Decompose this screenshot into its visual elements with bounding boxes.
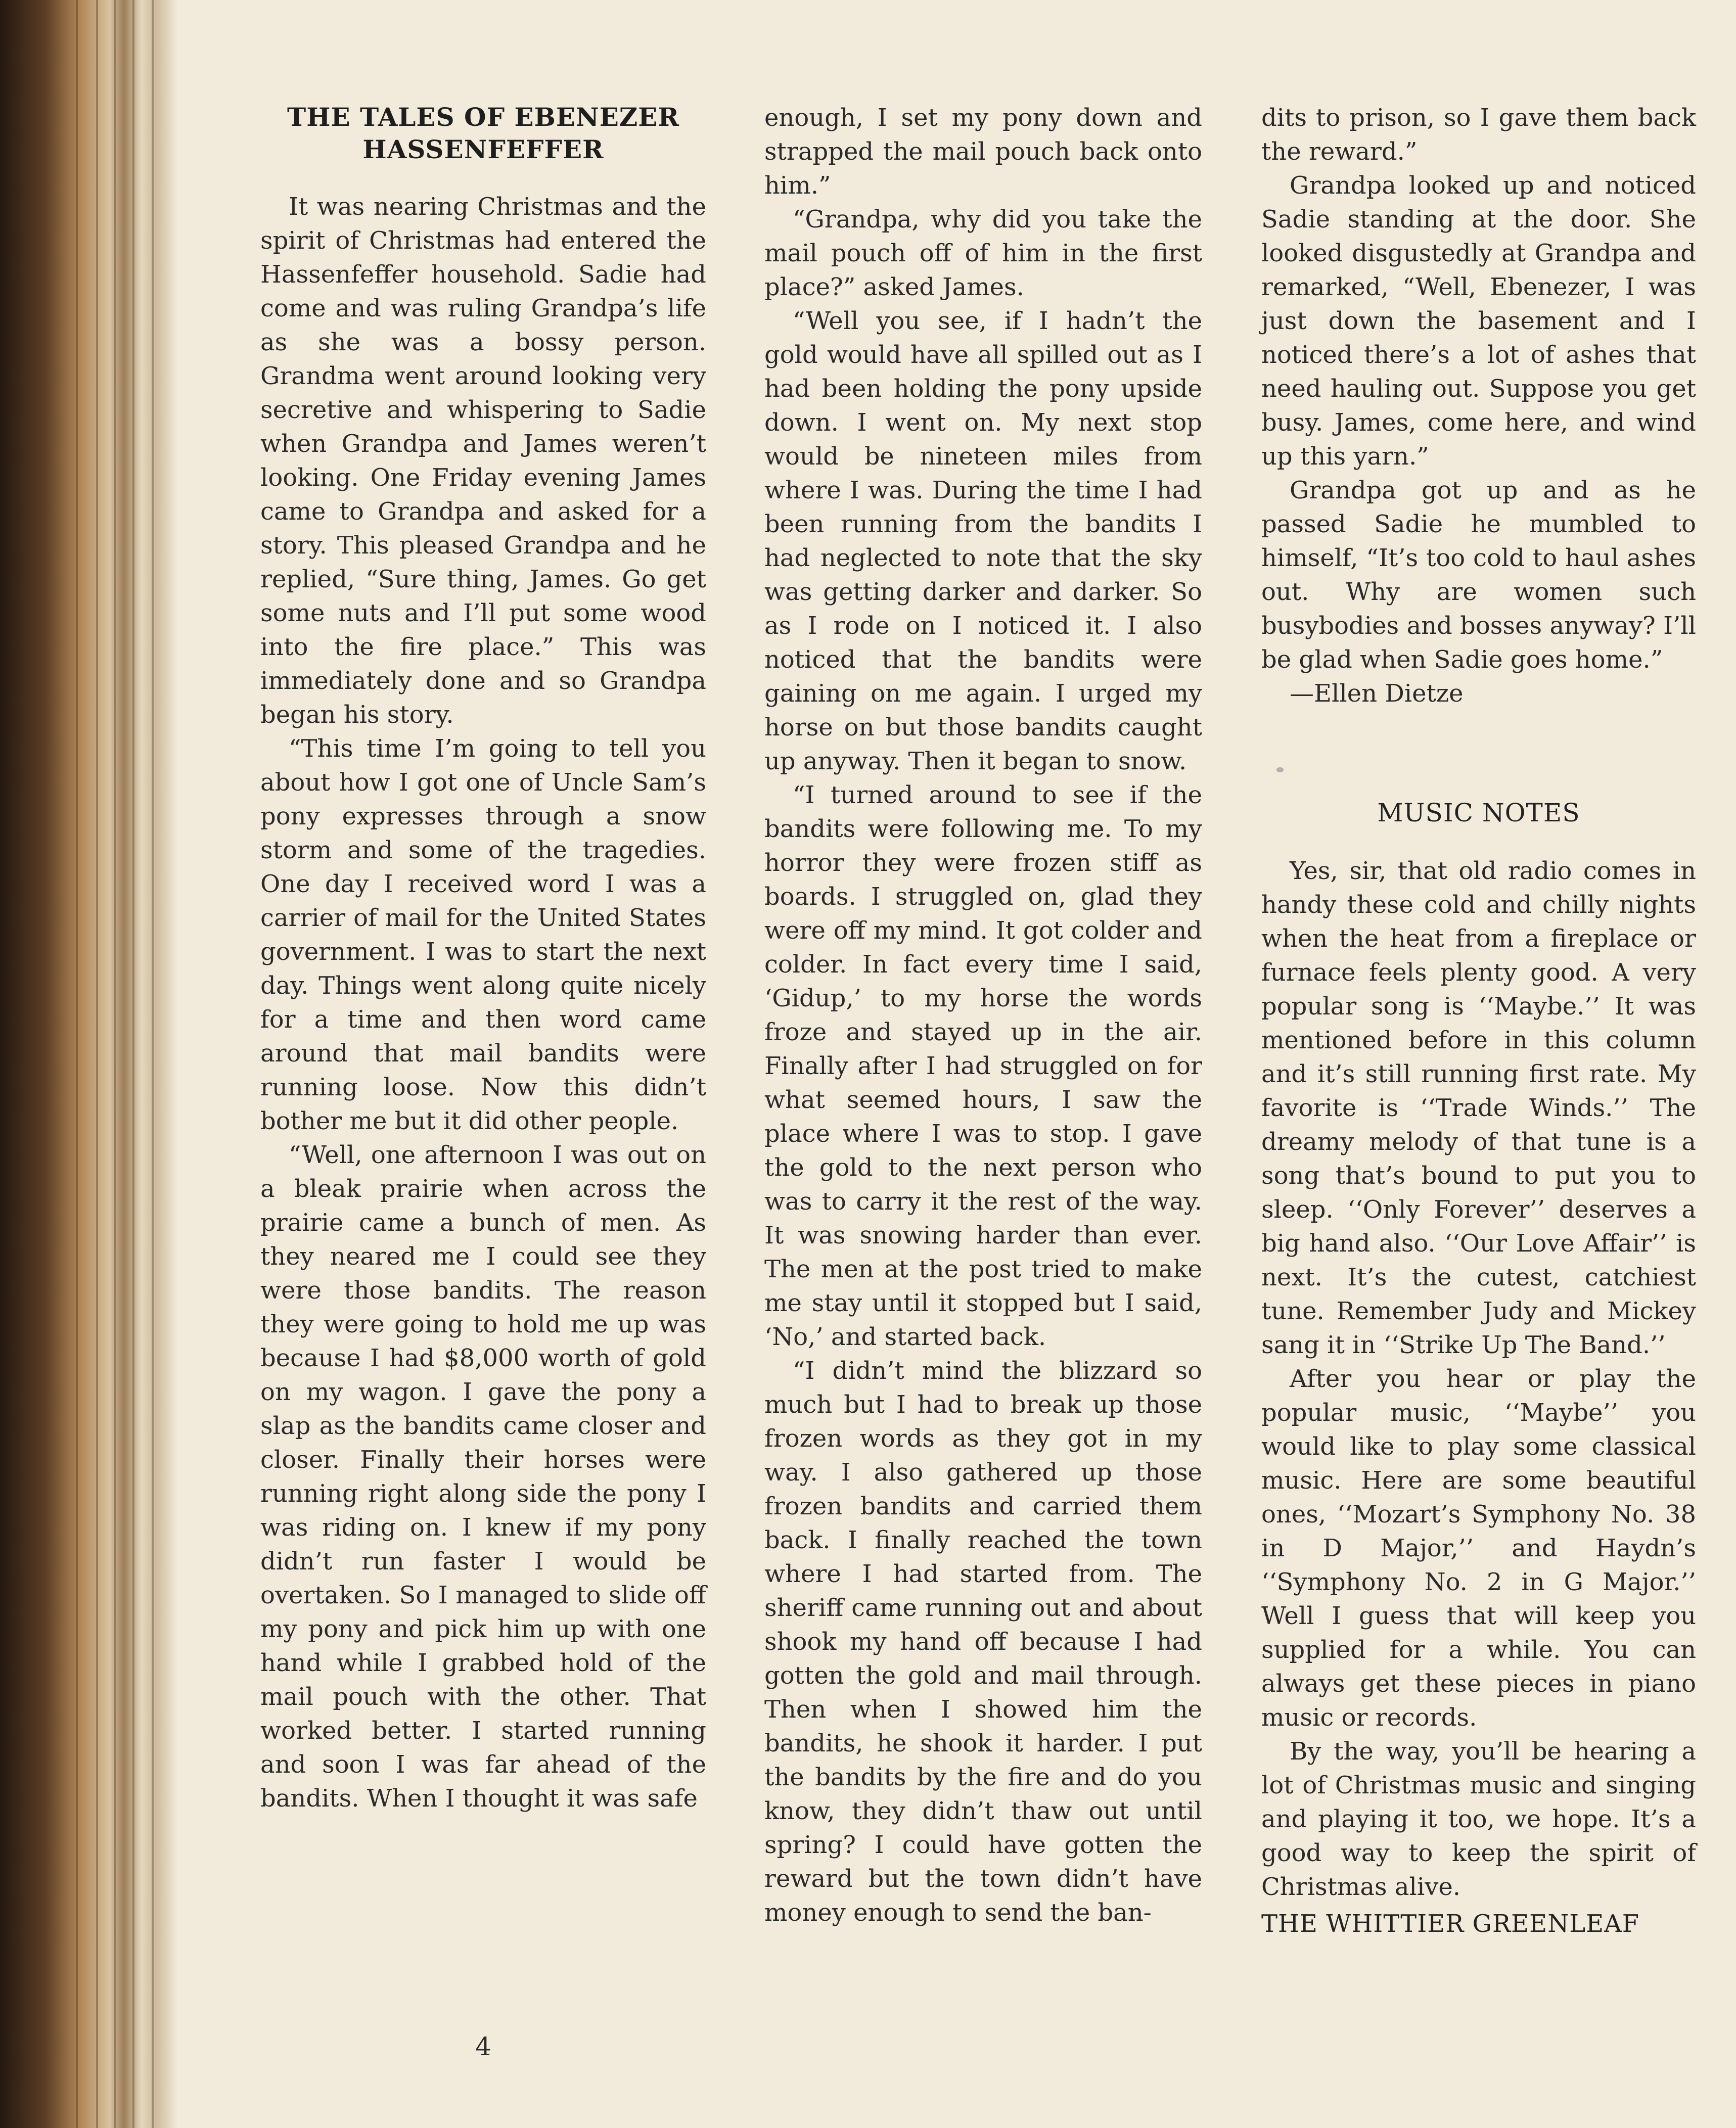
ink-blot [1276,767,1284,772]
story-paragraph: “Grandpa, why did you take the mail pouch off of him in the first place?” asked James. [764,205,1202,301]
page-edge-line [132,0,134,2128]
story-paragraph: enough, I set my pony down and strapped the mail pouch back onto him.” [764,104,1202,200]
music-paragraph: Yes, sir, that old radio comes in handy these cold and chilly nights when the heat from a fireplace or furnace feels plenty good. A very popular song is ‘‘Maybe.’’ It was mentioned before in this column and it’s still running first rate. My favorite is ‘‘Trade Winds.’’ The dreamy melody of that tune is a song that’s bound to put you to sleep. ‘‘Only Forever’’ deserves a big hand also. ‘‘Our Love Affair’’ is next. It’s the cutest, catchiest tune. Remember Judy and Mickey sang it in ‘‘Strike Up The Band.’’ [1261,857,1696,1359]
story-paragraph: “Well, one afternoon I was out on a bleak prairie when across the prairie came a bunch of men. As they neared me I could see they were those bandits. The reason they were going to hold me up was because I had $8,000 worth of gold on my wagon. I gave the pony a slap as the bandits came closer and closer. Finally their horses were running right along side the pony I was riding on. I knew if my pony didn’t run faster I would be overtaken. So I managed to slide off my pony and pick him up with one hand while I grabbed hold of the mail pouch with the other. That worked better. I started running and soon I was far ahead of the bandits. When I thought it was safe [260,1141,706,1813]
book-binding-edge [0,0,177,2128]
page-edge-line [76,0,78,2128]
page-edge-line [152,0,154,2128]
story-paragraph: dits to prison, so I gave them back the reward.” [1261,104,1696,166]
story-paragraph: Grandpa looked up and noticed Sadie standing at the door. She looked disgustedly at Grandpa and remarked, “Well, Ebenezer, I was just down the basement and I noticed there’s a lot of ashes that need hauling out. Suppose you get busy. James, come here, and wind up this yarn.” [1261,171,1696,471]
story-paragraph: It was nearing Christmas and the spirit of Christmas had entered the Hassenfeffer household. Sadie had come and was ruling Grandpa’s life as she was a bossy person. Grandma went around looking very secretive and whispering to Sadie when Grandpa and James weren’t looking. One Friday evening James came to Grandpa and asked for a story. This pleased Grandpa and he replied, “Sure thing, James. Go get some nuts and I’ll put some wood into the fire place.” This was immediately done and so Grandpa began his story. [260,193,706,729]
story-paragraph: “I didn’t mind the blizzard so much but I had to break up those frozen words as they got in my way. I also gathered up those frozen bandits and carried them back. I finally reached the town where I had started from. The sheriff came running out and about shook my hand off because I had gotten the gold and mail through. Then when I showed him the bandits, he shook it harder. I put the bandits by the fire and do you know, they didn’t thaw out until spring? I could have gotten the reward but the town didn’t have money enough to send the ban- [764,1357,1202,1927]
story-paragraph: Grandpa got up and as he passed Sadie he mumbled to himself, “It’s too cold to haul ashes out. Why are women such busybodies and bosses anyway? I’ll be glad when Sadie goes home.” [1261,476,1696,674]
page-edge-line [96,0,98,2128]
music-notes-title: MUSIC NOTES [1377,798,1580,827]
column-2 [764,101,1202,1930]
story-title [260,101,706,166]
story-paragraph: “I turned around to see if the bandits were following me. To my horror they were frozen stiff as boards. I struggled on, glad they were off my mind. It got colder and colder. In fact every time I said, ‘Gidup,’ to my horse the words froze and stayed up in the air. Finally after I had struggled on for what seemed hours, I saw the place where I was to stop. I gave the gold to the next person who was to carry it the rest of the way. It was snowing harder than ever. The men at the post tried to make me stay until it stopped but I said, ‘No,’ and started back. [764,781,1202,1351]
column-1 [260,101,706,1816]
story-title-line-1: THE TALES OF EBENEZER [287,102,679,132]
story-paragraph: “Well you see, if I hadn’t the gold would have all spilled out as I had been holding the pony upside down. I went on. My next stop would be nineteen miles from where I was. During the time I had been running from the bandits I had neglected to note that the sky was getting darker and darker. So as I rode on I noticed it. I also noticed that the bandits were gaining on me again. I urged my horse on but those bandits caught up anyway. Then it began to snow. [764,307,1202,775]
story-title-line-2: HASSENFEFFER [362,134,604,164]
page-edge-line [114,0,116,2128]
story-paragraph: “This time I’m going to tell you about how I got one of Uncle Sam’s pony expresses through a snow storm and some of the tragedies. One day I received word I was a carrier of mail for the United States government. I was to start the next day. Things went along quite nicely for a time and then word came around that mail bandits were running loose. Now this didn’t bother me but it did other people. [260,734,706,1135]
newsletter-footer: THE WHITTIER GREENLEAF [1261,1910,1640,1938]
page-number: 4 [475,2032,491,2061]
column-3 [1261,101,1696,1941]
story-author: —Ellen Dietze [1290,679,1464,708]
music-paragraph: After you hear or play the popular music, ‘‘Maybe’’ you would like to play some classical music. Here are some beautiful ones, ‘‘Mozart’s Symphony No. 38 in D Major,’’ and Haydn’s ‘‘Symphony No. 2 in G Major.’’ Well I guess that will keep you supplied for a while. You can always get these pieces in piano music or records. [1261,1365,1696,1732]
music-paragraph: By the way, you’ll be hearing a lot of Christmas music and singing and playing it too, we hope. It’s a good way to keep the spirit of Christmas alive. [1261,1737,1696,1901]
